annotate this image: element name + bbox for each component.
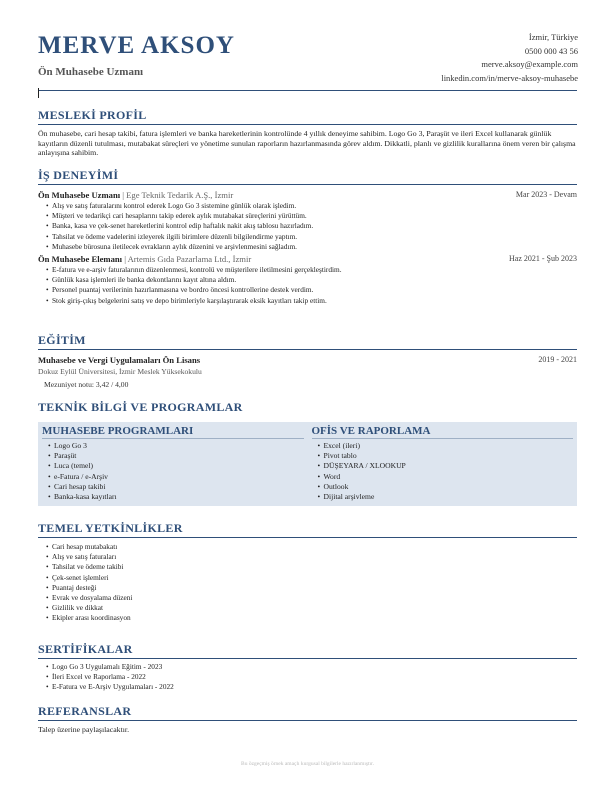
competencies-list xyxy=(38,542,577,624)
contact-linkedin[interactable]: linkedin.com/in/merve-aksoy-muhasebe xyxy=(441,72,578,83)
skills-list xyxy=(42,441,304,502)
technical-section xyxy=(38,400,577,506)
skills-column-office xyxy=(312,425,574,502)
list-item: • E-fatura ve e-arşiv faturalarının düzenlenmesi, kontrolü ve müşterilere iletilmesini gerçekleştirdim. xyxy=(52,265,577,275)
job-header xyxy=(38,254,577,265)
contact-block xyxy=(441,31,578,85)
list-item: • Excel (ileri) xyxy=(324,441,574,451)
references-text: Talep üzerine paylaşılacaktır. xyxy=(38,725,130,734)
list-item: • e-Fatura / e-Arşiv xyxy=(54,472,304,482)
list-item: • E-Fatura ve E-Arşiv Uygulamaları - 2022 xyxy=(52,682,577,692)
section-title-experience: İŞ DENEYİMİ xyxy=(38,168,577,185)
grade: Mezuniyet notu: 3,42 / 4,00 xyxy=(44,380,129,389)
list-item: • Gizlilik ve dikkat xyxy=(52,603,577,613)
job-role: Ön Muhasebe Uzmanı xyxy=(38,190,121,200)
list-item: • Muhasebe bürosuna iletilecek evrakların aylık düzenini ve arşivlenmesini sağladım. xyxy=(52,242,577,252)
section-title-references: REFERANSLAR xyxy=(38,704,577,721)
list-item: • Dijital arşivleme xyxy=(324,492,574,502)
candidate-title: Ön Muhasebe Uzmanı xyxy=(38,66,144,78)
list-item: • Tahsilat ve ödeme vadelerini izleyerek ilgili birimlere düzenli bilgilendirme yaptım. xyxy=(52,232,577,242)
list-item: • Logo Go 3 xyxy=(54,441,304,451)
job-date: Haz 2021 - Şub 2023 xyxy=(509,254,577,264)
candidate-name: MERVE AKSOY xyxy=(38,32,235,59)
list-item: • Outlook xyxy=(324,482,574,492)
list-item: • Pivot tablo xyxy=(324,451,574,461)
list-item: • Çek-senet işlemleri xyxy=(52,573,577,583)
list-item: • Cari hesap mutabakatı xyxy=(52,542,577,552)
degree-title: Muhasebe ve Vergi Uygulamaları Ön Lisans xyxy=(38,355,201,365)
education-header xyxy=(38,355,577,366)
list-item: • Personel puantaj verilerinin hazırlanmasına ve bordro öncesi kontrollerine destek verdim. xyxy=(52,285,577,295)
list-item: • Evrak ve dosyalama düzeni xyxy=(52,593,577,603)
skills-heading-office: OFİS VE RAPORLAMA xyxy=(312,425,574,439)
section-title-competencies: TEMEL YETKİNLİKLER xyxy=(38,521,577,538)
job-bullets xyxy=(38,265,577,306)
contact-location: İzmir, Türkiye xyxy=(528,32,578,42)
footer-note: Bu özgeçmiş örnek amaçlı kurgusal bilgilerle hazırlanmıştır. xyxy=(241,761,374,767)
list-item: • Cari hesap takibi xyxy=(54,482,304,492)
list-item: • Luca (temel) xyxy=(54,461,304,471)
list-item: • Word xyxy=(324,472,574,482)
list-item: • Ekipler arası koordinasyon xyxy=(52,613,577,623)
header-divider xyxy=(38,90,577,91)
references-section xyxy=(38,704,577,735)
job-role: Ön Muhasebe Elemanı xyxy=(38,254,123,265)
job-company: | Artemis Gıda Pazarlama Ltd., İzmir xyxy=(122,254,252,265)
job-company: | Ege Teknik Tedarik A.Ş., İzmir xyxy=(120,190,234,200)
list-item: • Alış ve satış faturalarını kontrol ederek Logo Go 3 sistemine günlük olarak işledim. xyxy=(52,201,577,211)
contact-phone: 0500 000 43 56 xyxy=(524,45,578,56)
list-item: • Tahsilat ve ödeme takibi xyxy=(52,562,577,572)
list-item: • Paraşüt xyxy=(54,451,304,461)
section-title-technical: TEKNİK BİLGİ VE PROGRAMLAR xyxy=(38,400,243,414)
skills-heading-accounting: MUHASEBE PROGRAMLARI xyxy=(42,425,304,439)
list-item: • Logo Go 3 Uygulamalı Eğitim - 2023 xyxy=(52,662,577,672)
certificates-list xyxy=(38,662,577,693)
list-item: • Müşteri ve tedarikçi cari hesaplarını takip ederek aylık mutabakat süreçlerini yürüttüm. xyxy=(52,211,577,221)
section-title-education: EĞİTİM xyxy=(38,333,577,350)
list-item: • İleri Excel ve Raporlama - 2022 xyxy=(52,672,577,682)
list-item: • Banka, kasa ve çek-senet hareketlerini kontrol edip haftalık nakit akış tablosu hazırladım. xyxy=(52,221,577,231)
list-item: • Günlük kasa işlemleri ile banka dekontlarını kayıt altına aldım. xyxy=(52,275,577,285)
profile-text: Ön muhasebe, cari hesap takibi, fatura işlemleri ve banka hareketlerinin kontrolünde 4 yıllık deneyime sahibim. Logo Go 3, Paraşüt ve ileri Excel kullanarak günlük kayıtların düzenli tutulması, mutabakat süreçleri ve yönetime sunulan raporların hazırlanmasında görev aldım. Dikkatli, planlı ve gizlilik kurallarına önem veren bir çalışma anlayışına sahibim. xyxy=(38,129,576,158)
skills-box xyxy=(38,422,577,506)
text-cursor xyxy=(38,88,39,98)
list-item: • Banka-kasa kayıtları xyxy=(54,492,304,502)
section-title-certificates: SERTİFİKALAR xyxy=(38,642,577,659)
certificates-section xyxy=(38,642,577,693)
list-item: • Stok giriş-çıkış belgelerini satış ve depo birimleriyle karşılaştırarak eksik kayıtları takip ettim. xyxy=(52,296,577,306)
skills-list xyxy=(312,441,574,502)
list-item: • Alış ve satış faturaları xyxy=(52,552,577,562)
experience-section xyxy=(38,168,577,306)
list-item: • Puantaj desteği xyxy=(52,583,577,593)
job-header xyxy=(38,190,577,201)
contact-email[interactable]: merve.aksoy@example.com xyxy=(481,59,578,69)
school-name: Dokuz Eylül Üniversitesi, İzmir Meslek Yüksekokulu xyxy=(38,367,202,376)
competencies-section xyxy=(38,521,577,624)
job-date: Mar 2023 - Devam xyxy=(515,190,577,199)
job-bullets xyxy=(38,201,577,252)
section-title-profile: MESLEKİ PROFİL xyxy=(38,108,577,125)
education-date: 2019 - 2021 xyxy=(538,355,577,364)
education-section xyxy=(38,333,577,390)
list-item: • DÜŞEYARA / XLOOKUP xyxy=(324,461,574,471)
skills-column-accounting xyxy=(42,425,304,502)
profile-section xyxy=(38,108,577,158)
